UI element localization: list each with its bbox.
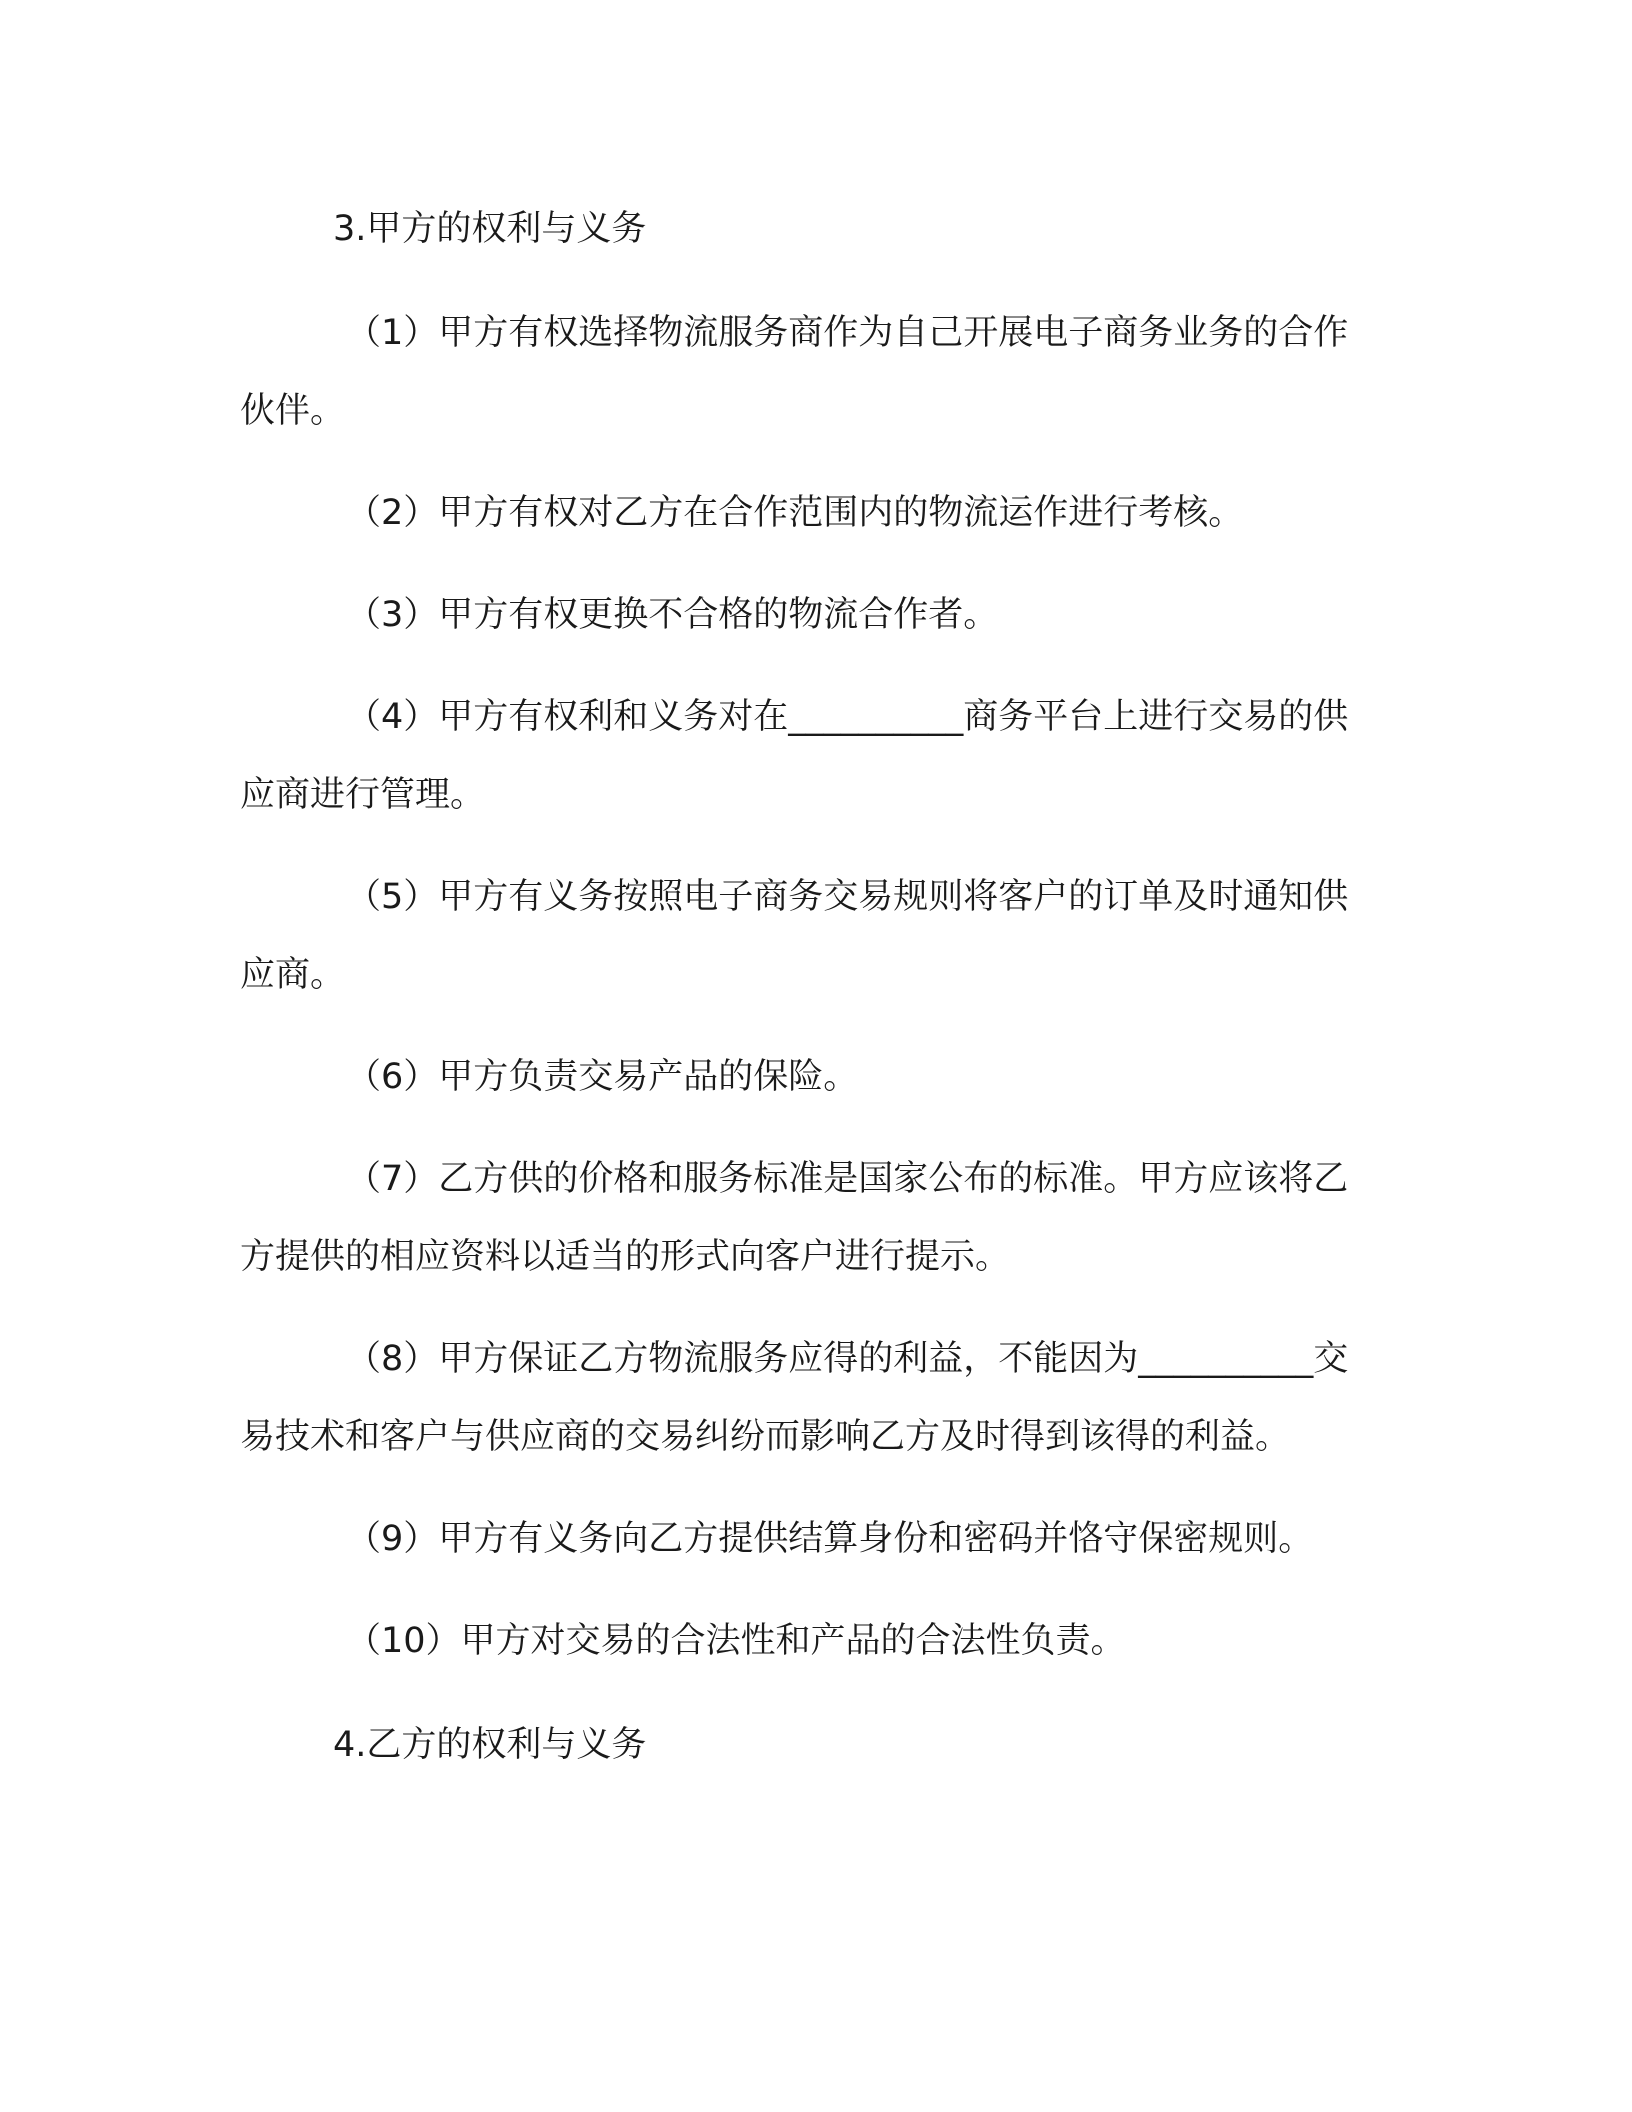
clause-10: （10）甲方对交易的合法性和产品的合法性负责。 (346, 1621, 1126, 1661)
clause-1: （1）甲方有权选择物流服务商作为自己开展电子商务业务的合作伙伴。 (240, 313, 1349, 431)
section-3-heading: 3.甲方的权利与义务 (333, 209, 647, 249)
clause-7: （7）乙方供的价格和服务标准是国家公布的标准。甲方应该将乙方提供的相应资料以适当的形式向客户进行提示。 (240, 1159, 1349, 1277)
clause-9: （9）甲方有义务向乙方提供结算身份和密码并恪守保密规则。 (346, 1519, 1314, 1559)
clause-5: （5）甲方有义务按照电子商务交易规则将客户的订单及时通知供应商。 (240, 877, 1349, 995)
section-4-heading: 4.乙方的权利与义务 (333, 1725, 647, 1765)
clause-4: （4）甲方有权利和义务对在__________商务平台上进行交易的供应商进行管理。 (240, 697, 1349, 815)
clause-3: （3）甲方有权更换不合格的物流合作者。 (346, 595, 999, 635)
clause-6: （6）甲方负责交易产品的保险。 (346, 1057, 859, 1097)
clause-2: （2）甲方有权对乙方在合作范围内的物流运作进行考核。 (346, 493, 1244, 533)
clause-8: （8）甲方保证乙方物流服务应得的利益，不能因为__________交易技术和客户与供应商的交易纠纷而影响乙方及时得到该得的利益。 (240, 1339, 1349, 1457)
document-body (240, 190, 1380, 1784)
